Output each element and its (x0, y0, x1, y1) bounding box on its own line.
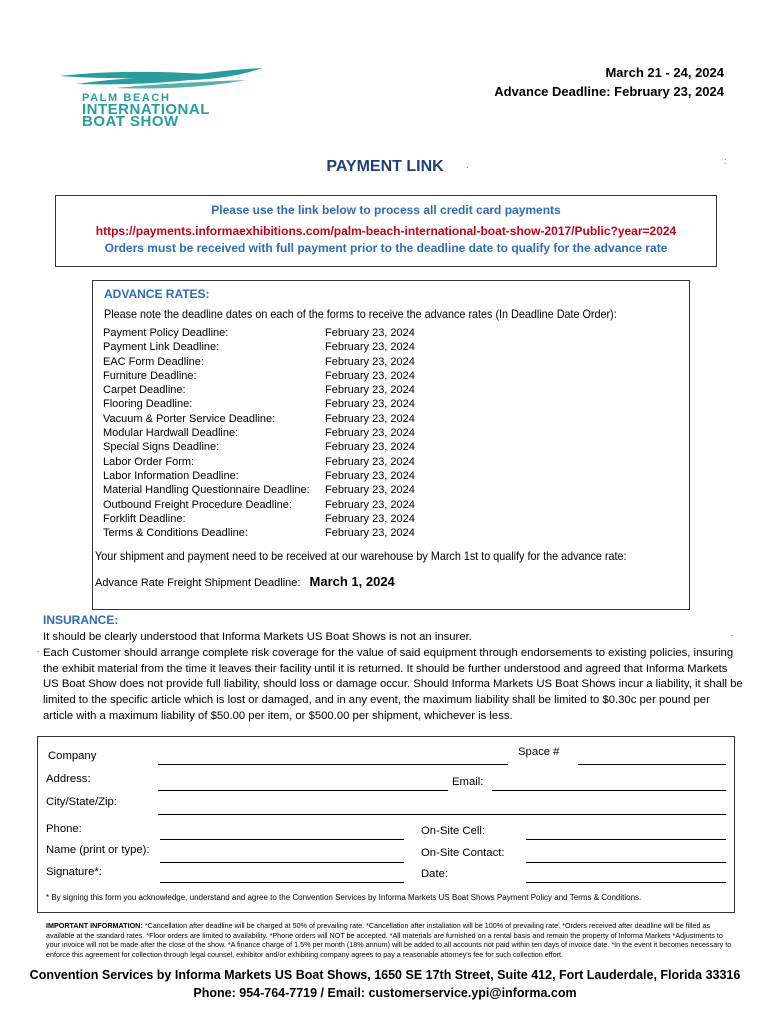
deadline-date: February 23, 2024 (325, 412, 415, 425)
onsite-contact-label: On-Site Contact: (421, 847, 505, 859)
shipment-note: Your shipment and payment need to be received at our warehouse by March 1st to qualify for the advance rate: (95, 549, 627, 563)
freight-deadline-label: Advance Rate Freight Shipment Deadline: (95, 577, 301, 589)
deadline-row (103, 355, 415, 369)
deadline-row (103, 412, 415, 426)
date-label: Date: (421, 868, 449, 880)
logo-wordmark (82, 92, 210, 128)
city-label: City/State/Zip: (46, 796, 117, 808)
freight-deadline (95, 574, 395, 589)
deadline-date: February 23, 2024 (325, 384, 415, 397)
deadline-label: Carpet Deadline: (103, 384, 186, 397)
deadline-date: February 23, 2024 (325, 455, 415, 468)
logo-line-3: BOAT SHOW (82, 113, 179, 130)
deadline-date: February 23, 2024 (325, 341, 415, 354)
city-field[interactable] (158, 814, 726, 815)
space-label: Space # (518, 746, 560, 758)
logo-line-2: INTERNATIONAL (82, 101, 210, 118)
advance-rates-title: ADVANCE RATES: (104, 287, 210, 301)
deadline-row (103, 340, 415, 354)
insurance-line-1: It should be clearly understood that Informa Markets US Boat Shows is not an insurer. (43, 631, 472, 643)
signature-field[interactable] (160, 882, 404, 883)
deadline-label: Payment Policy Deadline: (103, 327, 229, 339)
deadline-row (103, 483, 415, 497)
insurance-text (43, 630, 743, 725)
phone-field[interactable] (160, 839, 404, 840)
footer-contact: Phone: 954-764-7719 / Email: customerservice.ypi@informa.com (193, 986, 577, 1000)
deadline-row (103, 426, 415, 440)
event-dates (494, 63, 724, 101)
deadline-date: February 23, 2024 (325, 398, 415, 411)
deadline-date: February 23, 2024 (325, 441, 415, 454)
important-label: IMPORTANT INFORMATION: (46, 921, 143, 930)
onsite-cell-field[interactable] (526, 839, 726, 840)
advance-deadline: Advance Deadline: February 23, 2024 (494, 84, 724, 99)
signature-note: * By signing this form you acknowledge, understand and agree to the Convention Services by Informa Markets US Boat Shows Payment Policy and Terms & Conditions. (46, 893, 642, 902)
deadline-date: February 23, 2024 (325, 355, 415, 368)
logo-line-1: PALM BEACH (82, 92, 171, 104)
deadline-label: EAC Form Deadline: (103, 355, 204, 368)
stray-mark: . (466, 160, 469, 170)
company-field[interactable] (158, 764, 508, 765)
deadline-label: Payment Link Deadline: (103, 341, 220, 354)
deadline-table (103, 326, 415, 540)
deadline-row (103, 526, 415, 540)
company-label: Company (48, 750, 97, 762)
onsite-cell-label: On-Site Cell: (421, 825, 486, 837)
deadline-label: Forklift Deadline: (103, 512, 186, 525)
deadline-date: February 23, 2024 (325, 369, 415, 382)
advance-rates-note: Please note the deadline dates on each of the forms to receive the advance rates (In Deadline Date Order): (104, 307, 617, 321)
footer (0, 966, 770, 1002)
deadline-date: February 23, 2024 (325, 512, 415, 525)
deadline-row (103, 383, 415, 397)
email-field[interactable] (492, 790, 726, 791)
stray-mark: . (731, 628, 734, 638)
deadline-date: February 23, 2024 (325, 327, 415, 339)
payment-info-box (55, 195, 717, 267)
deadline-label: Flooring Deadline: (103, 398, 193, 411)
onsite-contact-field[interactable] (526, 862, 726, 863)
freight-deadline-date: March 1, 2024 (309, 574, 395, 589)
deadline-date: February 23, 2024 (325, 527, 415, 540)
deadline-row (103, 369, 415, 383)
footer-address: Convention Services by Informa Markets US Boat Shows, 1650 SE 17th Street, Suite 412, Fort Lauderdale, Florida 33316 (29, 968, 741, 982)
payment-notice: Orders must be received with full payment prior to the deadline date to qualify for the advance rate (104, 241, 668, 255)
name-label: Name (print or type): (46, 844, 150, 856)
deadline-date: February 23, 2024 (325, 427, 415, 440)
important-information (46, 921, 736, 959)
insurance-title: INSURANCE: (43, 613, 119, 627)
name-field[interactable] (160, 862, 404, 863)
deadline-row (103, 455, 415, 469)
deadline-label: Special Signs Deadline: (103, 441, 220, 454)
deadline-date: February 23, 2024 (325, 469, 415, 482)
date-field[interactable] (526, 882, 726, 883)
deadline-label: Material Handling Questionnaire Deadline: (103, 484, 310, 497)
stray-mark: . (37, 644, 40, 654)
deadline-row (103, 498, 415, 512)
email-label: Email: (452, 776, 484, 788)
address-label: Address: (46, 773, 91, 785)
deadline-row (103, 512, 415, 526)
exhibitor-form (37, 736, 735, 913)
phone-label: Phone: (46, 823, 82, 835)
deadline-row (103, 440, 415, 454)
deadline-label: Modular Hardwall Deadline: (103, 427, 239, 440)
payment-link-title: PAYMENT LINK (326, 158, 444, 175)
deadline-row (103, 326, 415, 340)
deadline-date: February 23, 2024 (325, 498, 415, 511)
deadline-label: Labor Information Deadline: (103, 469, 239, 482)
payment-url-link[interactable]: https://payments.informaexhibitions.com/palm-beach-international-boat-show-2017/Public?year=2024 (95, 224, 677, 238)
address-field[interactable] (158, 790, 448, 791)
deadline-row (103, 397, 415, 411)
deadline-label: Vacuum & Porter Service Deadline: (103, 412, 276, 425)
deadline-label: Terms & Conditions Deadline: (103, 527, 248, 540)
deadline-label: Labor Order Form: (103, 455, 195, 468)
payment-instruction: Please use the link below to process all credit card payments (211, 203, 561, 217)
deadline-date: February 23, 2024 (325, 484, 415, 497)
space-field[interactable] (578, 764, 726, 765)
stray-mark: : (724, 156, 727, 166)
event-date-range: March 21 - 24, 2024 (605, 65, 724, 80)
deadline-label: Outbound Freight Procedure Deadline: (103, 498, 292, 511)
deadline-label: Furniture Deadline: (103, 369, 197, 382)
insurance-body: Each Customer should arrange complete risk coverage for the value of said equipment through endorsements to existing policies, insuring the exhibit material from the time it leaves their facility until it is returned. It should be further understood and agreed that Informa Markets US Boat Show does not provide full liability, should loss or damage occur. Should Informa Markets US Boat Shows incur a liability, it shall be limited to the specific article which is lost or damaged, and in any event, the maximum liability shall be limited to $0.30c per pound per article with a maximum liability of $50.00 per item, or $500.00 per shipment, whichever is less. (43, 646, 743, 722)
signature-label: Signature*: (46, 866, 102, 878)
important-text: *Cancellation after deadline will be charged at 50% of prevailing rate. *Cancellation after installation will be 100% of prevailing rate. *Orders received after deadline will be filled as available at the standard rates. *Floor orders are limited to availability. *Phone orders will NOT be accepted. *All materials are furnished on a rental basis and remain the property of Informa Markets *Adjustments to your invoice will not be made after the close of the show. *A finance charge of 1.5% per month (18% annum) will be added to all accounts not paid within ten days of invoice date. *In the event it becomes necessary to enforce this agreement for collection through legal counsel, exhibitor and/or exhibiting company agrees to pay a reasonable attorney's fee for such collection effort. (46, 921, 732, 959)
deadline-row (103, 469, 415, 483)
